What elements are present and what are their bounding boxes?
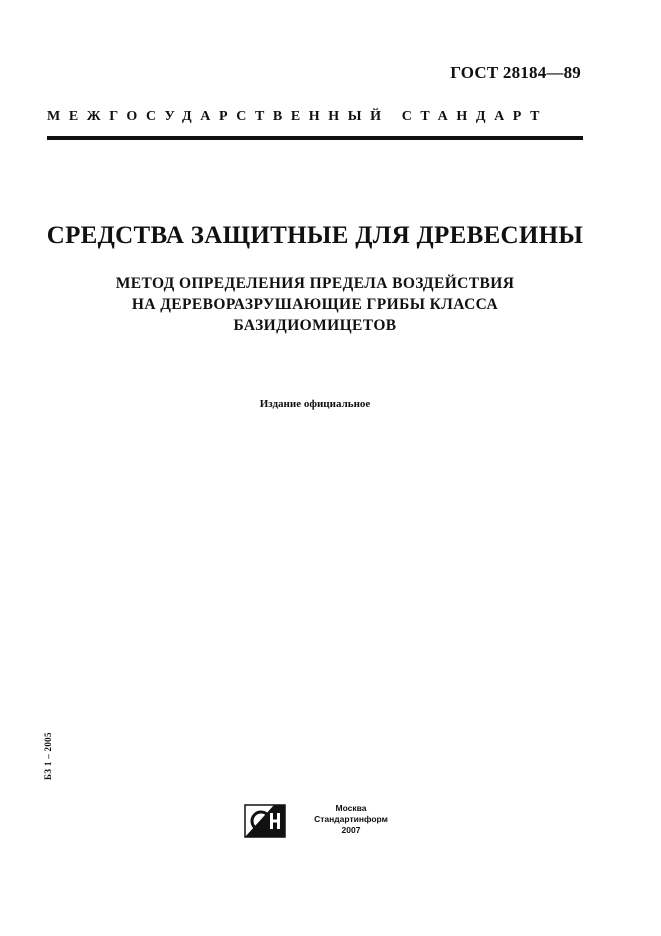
document-title: СРЕДСТВА ЗАЩИТНЫЕ ДЛЯ ДРЕВЕСИНЫ [46,222,584,249]
edition-label: Издание официальное [259,398,371,410]
standartinform-logo-icon [244,804,286,838]
publisher-city: Москва [335,803,367,813]
header-rule [47,136,583,140]
publisher-block [308,803,394,836]
publisher-name: Стандартинформ [314,814,388,824]
standard-number: ГОСТ 28184—89 [450,63,581,82]
publisher-year: 2007 [341,825,361,835]
side-code: БЗ 1 – 2005 [43,732,53,780]
subtitle-line-3: БАЗИДИОМИЦЕТОВ [233,317,397,334]
standard-type-heading: МЕЖГОСУДАРСТВЕННЫЙ СТАНДАРТ [47,109,549,124]
document-subtitle [0,273,630,336]
subtitle-line-1: МЕТОД ОПРЕДЕЛЕНИЯ ПРЕДЕЛА ВОЗДЕЙСТВИЯ [115,275,515,292]
subtitle-line-2: НА ДЕРЕВОРАЗРУШАЮЩИЕ ГРИБЫ КЛАССА [131,296,499,313]
